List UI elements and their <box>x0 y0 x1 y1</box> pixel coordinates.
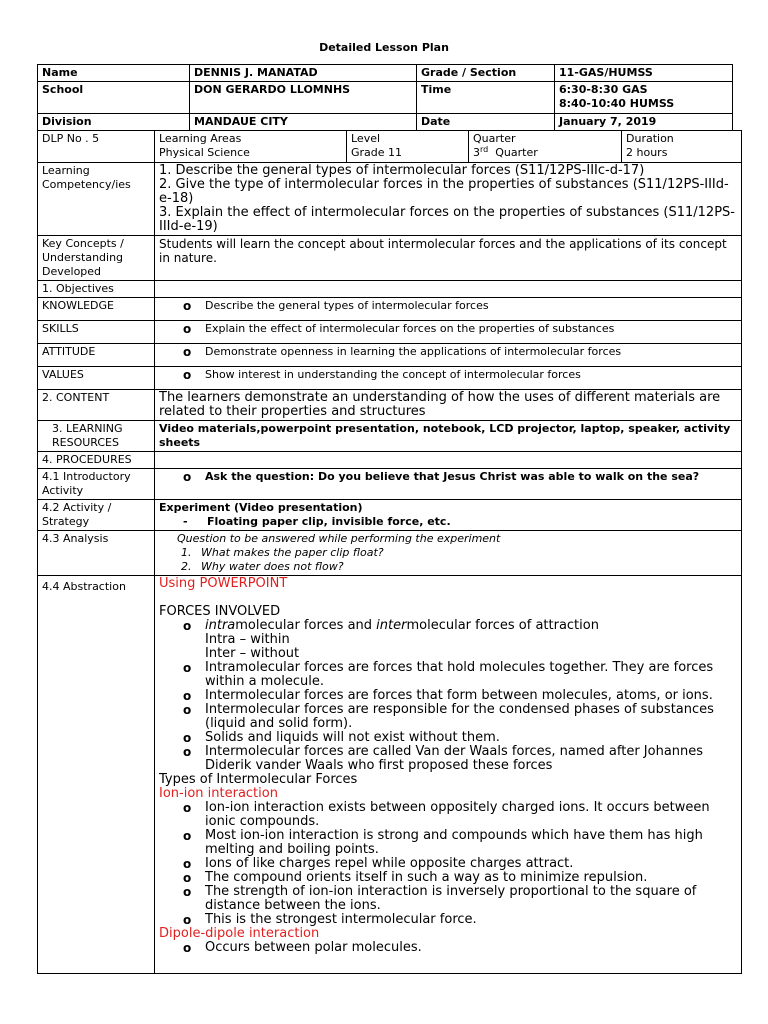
activity-text: Experiment (Video presentation) <box>159 501 363 514</box>
analysis-label: 4.3 Analysis <box>38 531 155 576</box>
time-line-1: 6:30-8:30 GAS <box>559 83 648 96</box>
content-label: 2. CONTENT <box>38 390 155 421</box>
bullet-icon: o <box>183 368 192 382</box>
list-item: Intramolecular forces are forces that hold molecules together. They are forces within a molecule. <box>205 660 714 689</box>
procedures-label: 4. PROCEDURES <box>38 452 155 469</box>
list-item: Ion-ion interaction exists between oppositely charged ions. It occurs between ionic compounds. <box>205 800 710 829</box>
competency-label: Learning Competency/ies <box>38 163 155 236</box>
school-value: DON GERARDO LLOMNHS <box>190 82 417 114</box>
quarter: Quarter 3rd Quarter <box>469 131 622 163</box>
level: Level Grade 11 <box>347 131 469 163</box>
using-powerpoint: Using POWERPOINT <box>159 576 288 591</box>
date-label: Date <box>417 114 555 131</box>
list-item: Solids and liquids will not exist without them. <box>205 730 500 745</box>
knowledge-label: KNOWLEDGE <box>38 298 155 321</box>
division-value: MANDAUE CITY <box>190 114 417 131</box>
skills-text: Explain the effect of intermolecular forces on the properties of substances <box>205 322 615 335</box>
list-item: Occurs between polar molecules. <box>205 940 422 955</box>
attitude-label: ATTITUDE <box>38 344 155 367</box>
list-item: The compound orients itself in such a way as to minimize repulsion. <box>205 870 648 885</box>
values-text: Show interest in understanding the concept of intermolecular forces <box>205 368 581 381</box>
objectives-label: 1. Objectives <box>38 281 155 298</box>
content-text: The learners demonstrate an understanding of how the uses of different materials are related to their properties and structures <box>155 390 742 421</box>
grade-value: 11-GAS/HUMSS <box>555 65 733 82</box>
attitude-text: Demonstrate openness in learning the applications of intermolecular forces <box>205 345 622 358</box>
intro-text: Ask the question: Do you believe that Jesus Christ was able to walk on the sea? <box>205 470 700 483</box>
key-concepts-text: Students will learn the concept about intermolecular forces and the applications of its concept in nature. <box>155 236 742 281</box>
key-concepts-label: Key Concepts / Understanding Developed <box>38 236 155 281</box>
time-value <box>555 82 733 114</box>
list-item: The strength of ion-ion interaction is inversely proportional to the square of distance between the ions. <box>205 884 697 913</box>
dlp-number: DLP No . 5 <box>38 131 155 163</box>
resources-text: Video materials,powerpoint presentation, notebook, LCD projector, laptop, speaker, activity sheets <box>155 421 742 452</box>
resources-label: 3. LEARNING RESOURCES <box>38 421 155 452</box>
values-label: VALUES <box>38 367 155 390</box>
intro-label: 4.1 Introductory Activity <box>38 469 155 500</box>
date-value: January 7, 2019 <box>555 114 733 131</box>
time-line-2: 8:40-10:40 HUMSS <box>559 97 675 110</box>
list-item: This is the strongest intermolecular force. <box>205 912 477 927</box>
list-item: Most ion-ion interaction is strong and compounds which have them has high melting and boiling points. <box>205 828 703 857</box>
list-item: Ions of like charges repel while opposite charges attract. <box>205 856 574 871</box>
time-label: Time <box>417 82 555 114</box>
list-item: Intermolecular forces are forces that form between molecules, atoms, or ions. <box>205 688 713 703</box>
analysis-intro: Question to be answered while performing the experiment <box>177 532 501 545</box>
list-item: Intermolecular forces are responsible for the condensed phases of substances (liquid and solid form). <box>205 702 714 731</box>
name-label: Name <box>38 65 190 82</box>
name-value: DENNIS J. MANATAD <box>190 65 417 82</box>
document-title: Detailed Lesson Plan <box>319 41 449 54</box>
bullet-icon: o <box>183 345 192 359</box>
bullet-icon: o <box>183 619 192 633</box>
forces-involved: FORCES INVOLVED <box>159 604 281 619</box>
learning-areas: Learning Areas Physical Science <box>155 131 347 163</box>
competency-text: 1. Describe the general types of intermolecular forces (S11/12PS-IIIc-d-17) 2. Give the type of intermolecular forces in the properties of substances (S11/12PS-IIId-e-18) 3. Explain the effect of intermolecular forces on the properties of substances (S11/12PS-IIId-e-19) <box>155 163 742 236</box>
dipole-heading: Dipole-dipole interaction <box>159 926 320 941</box>
abstraction-label: 4.4 Abstraction <box>38 576 155 974</box>
bullet-icon: o <box>183 322 192 336</box>
school-label: School <box>38 82 190 114</box>
skills-label: SKILLS <box>38 321 155 344</box>
list-item: Intermolecular forces are called Van der Waals forces, named after Johannes Diderik vander Waals who first proposed these forces <box>205 744 704 773</box>
lesson-table: DLP No . 5 Learning Areas Physical Science Level Grade 11 Quarter 3rd Quarter Duration 2 hours Learning Competency/ies 1. Describe the general types of intermolecular forces (S11/12PS-IIIc-d-17) 2. Give the type of intermolecular forces in the properties of substances (S11/12PS-IIId-e-18) 3. Explain the effect of intermolecular forces on the properties of substances (S11/12PS-IIId-e-19) Key Concepts / Understanding Developed Students will learn the concept about intermolecular forces and the applications of its concept in nature. 1. Objectives KNOWLEDGE o Describe the general types of intermolecular forces SKILLS o Explain the effect of intermolecular forces on the properties of substances ATTITUDE o Demonstrate openness in learning the applications of intermolecular forces VALUES o Show interest in understanding the concept of intermolecular forces 2. CONTENT The learners demonstrate an understanding of how the uses of different materials are related to their properties and structures 3. LEARNING RESOURCES Video materials,powerpoint presentation, notebook, LCD projector, laptop, speaker, activity sheets 4. PROCEDURES 4.1 Introductory Activity o Ask the question: Do you believe that Jesus Christ was able to walk on the sea? 4.2 Activity / Strategy Experiment (Video presentation) - Floating paper clip, invisible force, etc. 4.3 Analysis Question to be answered while performing the experiment 1. What makes the paper clip float? 2. Why water does not flow? 4.4 Abstraction Using POWERPOINT FORCES INVOLVED o intramolecular forces and intermolecular forces of attraction Intra – within Inter – without o Intramolecular forces are forces that hold molecules together. They are forces within a molecule. o Intermolecular forces are forces that form between molecules, atoms, or ions. o Intermolecular forces are responsible for the condensed phases of substances (liquid and solid form). o Solids and liquids will not exist without them. o Intermolecular forces are called Van der Waals forces, named after Johannes Diderik vander Waals who first proposed these forces Types of Intermolecular Forces Ion-ion interaction o Ion-ion interaction exists between oppositely charged ions. It occurs between ionic compounds. o Most ion-ion interaction is strong and compounds which have them has high melting and boiling points. o Ions of like charges repel while opposite charges attract. o The compound orients itself in such a way as to minimize repulsion. o The strength of ion-ion interaction is inversely proportional to the square of distance between the ions. o This is the strongest intermolecular force. Dipole-dipole interaction o Occurs between polar molecules. <box>37 130 742 974</box>
knowledge-text: Describe the general types of intermolecular forces <box>205 299 489 312</box>
analysis-q2: Why water does not flow? <box>201 560 344 573</box>
ion-heading: Ion-ion interaction <box>159 786 278 801</box>
bullet-icon: o <box>183 299 192 313</box>
grade-label: Grade / Section <box>417 65 555 82</box>
duration: Duration 2 hours <box>622 131 742 163</box>
analysis-q1: What makes the paper clip float? <box>201 546 384 559</box>
activity-label: 4.2 Activity / Strategy <box>38 500 155 531</box>
types-heading: Types of Intermolecular Forces <box>159 772 358 787</box>
bullet-icon: o <box>183 470 192 484</box>
abstraction-content: Using POWERPOINT FORCES INVOLVED o intramolecular forces and intermolecular forces of attraction Intra – within Inter – without o Intramolecular forces are forces that hold molecules together. They are forces within a molecule. o Intermolecular forces are forces that form between molecules, atoms, or ions. o Intermolecular forces are responsible for the condensed phases of substances (liquid and solid form). o Solids and liquids will not exist without them. o Intermolecular forces are called Van der Waals forces, named after Johannes Diderik vander Waals who first proposed these forces Types of Intermolecular Forces Ion-ion interaction o Ion-ion interaction exists between oppositely charged ions. It occurs between ionic compounds. o Most ion-ion interaction is strong and compounds which have them has high melting and boiling points. o Ions of like charges repel while opposite charges attract. o The compound orients itself in such a way as to minimize repulsion. o The strength of ion-ion interaction is inversely proportional to the square of distance between the ions. o This is the strongest intermolecular force. Dipole-dipole interaction o Occurs between polar molecules. <box>155 576 742 974</box>
division-label: Division <box>38 114 190 131</box>
activity-sub: Floating paper clip, invisible force, etc. <box>207 515 451 528</box>
header-table <box>37 64 733 131</box>
